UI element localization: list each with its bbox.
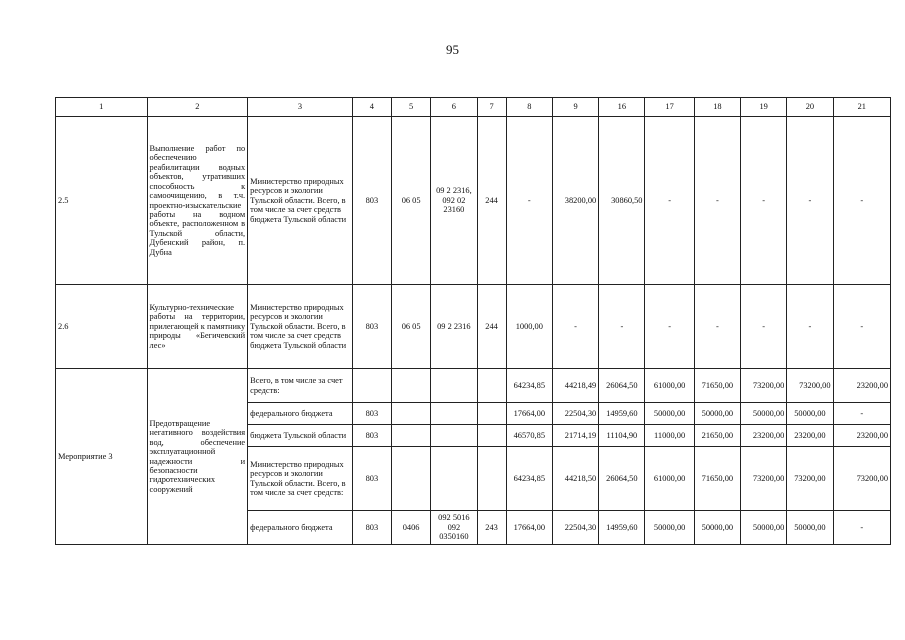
cell-c5: 0406 [392, 511, 431, 545]
cell-c18: 71650,00 [694, 369, 740, 403]
cell-c21: - [833, 511, 890, 545]
cell-c8: 17664,00 [506, 403, 552, 425]
cell-c20: 50000,00 [787, 511, 833, 545]
activity-name: Культурно-технические работы на территории, прилегающей к памятнику природы «Бегичевский лес» [147, 285, 248, 369]
cell-c4: 803 [352, 117, 391, 285]
cell-c5 [392, 447, 431, 511]
cell-c8: 64234,85 [506, 369, 552, 403]
cell-c18: 50000,00 [694, 403, 740, 425]
cell-c9: 21714,19 [552, 425, 598, 447]
cell-c8: 1000,00 [506, 285, 552, 369]
header-cell: 5 [392, 98, 431, 117]
cell-c16: 14959,60 [599, 511, 645, 545]
cell-c4: 803 [352, 425, 391, 447]
cell-c8: - [506, 117, 552, 285]
row-number: 2.6 [56, 285, 148, 369]
header-cell: 18 [694, 98, 740, 117]
cell-c9: 22504,30 [552, 403, 598, 425]
cell-c21: - [833, 285, 890, 369]
cell-c19: 73200,00 [741, 369, 787, 403]
header-cell: 6 [431, 98, 477, 117]
cell-c17: - [645, 117, 694, 285]
header-cell: 19 [741, 98, 787, 117]
cell-c9: 44218,50 [552, 447, 598, 511]
cell-c17: 61000,00 [645, 447, 694, 511]
cell-c16: 14959,60 [599, 403, 645, 425]
cell-c19: - [741, 285, 787, 369]
cell-c16: 11104,90 [599, 425, 645, 447]
cell-c21: - [833, 117, 890, 285]
cell-c7 [477, 403, 506, 425]
cell-c4: 803 [352, 403, 391, 425]
cell-c17: 11000,00 [645, 425, 694, 447]
cell-c21: 23200,00 [833, 425, 890, 447]
cell-c18: - [694, 285, 740, 369]
cell-c20: - [787, 285, 833, 369]
cell-c6 [431, 425, 477, 447]
cell-c17: 50000,00 [645, 403, 694, 425]
cell-c18: 71650,00 [694, 447, 740, 511]
cell-c5 [392, 425, 431, 447]
cell-c20: 50000,00 [787, 403, 833, 425]
cell-c19: 23200,00 [741, 425, 787, 447]
cell-c7: 244 [477, 117, 506, 285]
cell-c8: 17664,00 [506, 511, 552, 545]
cell-c4 [352, 369, 391, 403]
cell-c21: - [833, 403, 890, 425]
header-cell: 8 [506, 98, 552, 117]
cell-c19: 73200,00 [741, 447, 787, 511]
cell-c6 [431, 369, 477, 403]
cell-c7 [477, 425, 506, 447]
activity-name: Выполнение работ по обеспечению реабилитации водных объектов, утративших способность к самоочищению, в т.ч. проектно-изыскательские работы на водном объекте, расположенном в Тульской области, Дубенский район, п. Дубна [147, 117, 248, 285]
executor: Министерство природных ресурсов и экологии Тульской области. Всего, в том числе за счет средств бюджета Тульской области [248, 117, 353, 285]
table-row [56, 369, 891, 403]
cell-c9: 22504,30 [552, 511, 598, 545]
cell-c7 [477, 369, 506, 403]
cell-c21: 73200,00 [833, 447, 890, 511]
cell-c20: - [787, 117, 833, 285]
cell-c19: - [741, 117, 787, 285]
cell-c4: 803 [352, 511, 391, 545]
cell-c4: 803 [352, 447, 391, 511]
cell-c16: 26064,50 [599, 369, 645, 403]
funding-label: федерального бюджета [248, 403, 353, 425]
header-row [56, 98, 891, 117]
header-cell: 3 [248, 98, 353, 117]
cell-c6: 09 2 2316, 092 02 23160 [431, 117, 477, 285]
funding-label: федерального бюджета [248, 511, 353, 545]
funding-label: бюджета Тульской области [248, 425, 353, 447]
cell-c20: 73200,00 [787, 447, 833, 511]
cell-c6 [431, 447, 477, 511]
header-cell: 20 [787, 98, 833, 117]
cell-c20: 73200,00 [787, 369, 833, 403]
cell-c18: 50000,00 [694, 511, 740, 545]
cell-c5 [392, 369, 431, 403]
measure-name: Предотвращение негативного воздействия вод, обеспечение эксплуатационной надежности и безопасности гидротехнических сооружений [147, 369, 248, 545]
cell-c7: 243 [477, 511, 506, 545]
header-cell: 7 [477, 98, 506, 117]
cell-c6: 092 5016 092 0350160 [431, 511, 477, 545]
cell-c18: - [694, 117, 740, 285]
header-cell: 9 [552, 98, 598, 117]
cell-c5: 06 05 [392, 117, 431, 285]
funding-label: Министерство природных ресурсов и экологии Тульской области. Всего, в том числе за счет средств: [248, 447, 353, 511]
cell-c17: - [645, 285, 694, 369]
cell-c8: 64234,85 [506, 447, 552, 511]
cell-c8: 46570,85 [506, 425, 552, 447]
cell-c16: - [599, 285, 645, 369]
cell-c5: 06 05 [392, 285, 431, 369]
executor: Министерство природных ресурсов и экологии Тульской области. Всего, в том числе за счет средств бюджета Тульской области [248, 285, 353, 369]
funding-label: Всего, в том числе за счет средств: [248, 369, 353, 403]
cell-c16: 30860,50 [599, 117, 645, 285]
cell-c6 [431, 403, 477, 425]
header-cell: 21 [833, 98, 890, 117]
cell-c20: 23200,00 [787, 425, 833, 447]
cell-c17: 50000,00 [645, 511, 694, 545]
cell-c9: - [552, 285, 598, 369]
cell-c19: 50000,00 [741, 403, 787, 425]
cell-c19: 50000,00 [741, 511, 787, 545]
header-cell: 1 [56, 98, 148, 117]
row-number: 2.5 [56, 117, 148, 285]
cell-c7: 244 [477, 285, 506, 369]
cell-c6: 09 2 2316 [431, 285, 477, 369]
cell-c18: 21650,00 [694, 425, 740, 447]
cell-c7 [477, 447, 506, 511]
cell-c9: 44218,49 [552, 369, 598, 403]
cell-c4: 803 [352, 285, 391, 369]
table-row [56, 117, 891, 285]
cell-c9: 38200,00 [552, 117, 598, 285]
measure-number: Мероприятие 3 [56, 369, 148, 545]
cell-c16: 26064,50 [599, 447, 645, 511]
header-cell: 2 [147, 98, 248, 117]
cell-c5 [392, 403, 431, 425]
program-table [55, 97, 891, 545]
cell-c21: 23200,00 [833, 369, 890, 403]
header-cell: 4 [352, 98, 391, 117]
table-row [56, 285, 891, 369]
header-cell: 17 [645, 98, 694, 117]
header-cell: 16 [599, 98, 645, 117]
page-number: 95 [446, 42, 459, 57]
cell-c17: 61000,00 [645, 369, 694, 403]
